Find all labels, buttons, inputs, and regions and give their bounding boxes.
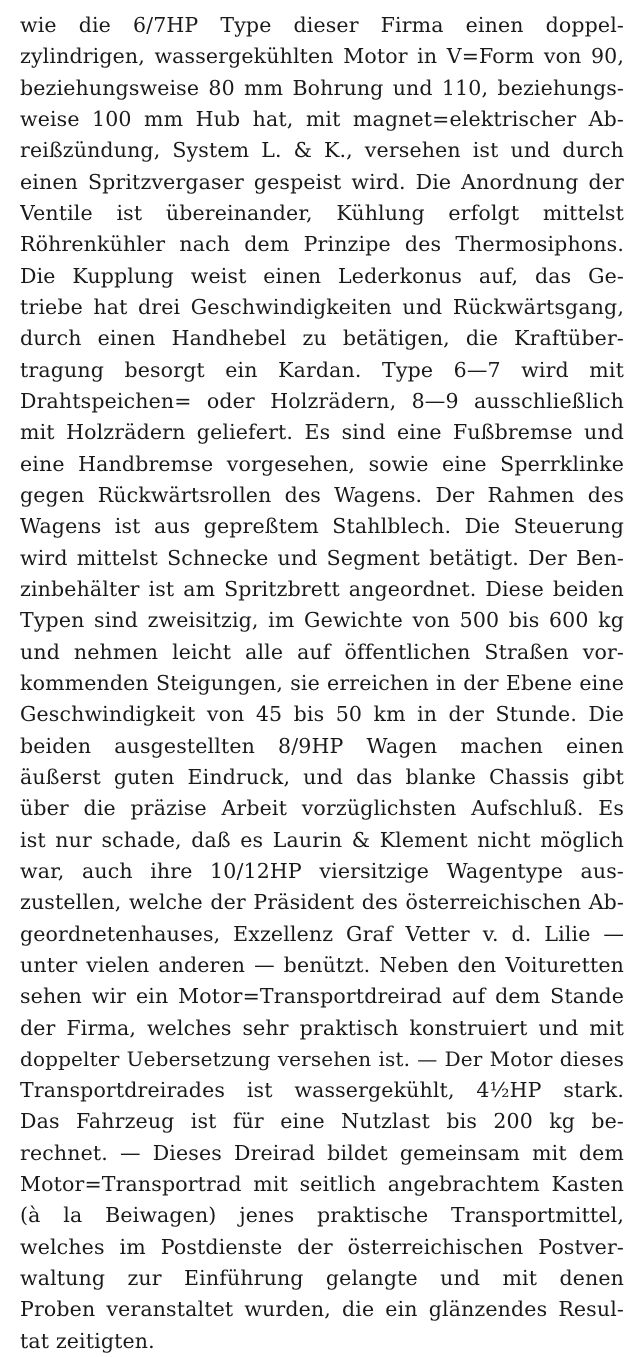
text-line: Typen sind zweisitzig, im Gewichte von 500 bis 600 kg [20,608,624,633]
text-line: einen Spritzvergaser gespeist wird. Die Anordnung der [20,169,624,194]
text-line: Motor=Transportrad mit seitlich angebrachtem Kasten [20,1172,624,1197]
text-line: tragung besorgt ein Kardan. Type 6—7 wird mit [20,357,624,382]
text-line: zylindrigen, wassergekühlten Motor in V=Form von 90, [20,44,624,69]
text-line: wird mittelst Schnecke und Segment betätigt. Der Ben- [20,545,624,570]
text-line: zustellen, welche der Präsident des österreichischen Ab- [20,890,624,915]
text-line: weise 100 mm Hub hat, mit magnet=elektrischer Ab- [20,106,624,131]
text-line: der Firma, welches sehr praktisch konstruiert und mit [20,1015,624,1040]
text-line: gegen Rückwärtsrollen des Wagens. Der Rahmen des [20,482,624,507]
text-line: beiden ausgestellten 8/9HP Wagen machen einen [20,733,624,758]
text-line: Transportdreirades ist wassergekühlt, 4½HP stark. [20,1078,624,1103]
text-line: mit Holzrädern geliefert. Es sind eine Fußbremse und [20,420,624,445]
text-line: kommenden Steigungen, sie erreichen in der Ebene eine [20,670,624,695]
text-line: reißzündung, System L. & K., versehen ist und durch [20,138,624,163]
text-line: Die Kupplung weist einen Lederkonus auf, das Ge- [20,263,624,288]
text-line: wie die 6/7HP Type dieser Firma einen doppel- [20,13,624,37]
text-line: geordnetenhauses, Exzellenz Graf Vetter v. d. Lilie — [20,921,624,946]
text-line: waltung zur Einführung gelangte und mit denen [20,1266,624,1291]
text-line: Das Fahrzeug ist für eine Nutzlast bis 200 kg be- [20,1109,624,1134]
text-line: zinbehälter ist am Spritzbrett angeordnet. Diese beiden [20,576,624,601]
text-line: Drahtspeichen= oder Holzrädern, 8—9 ausschließlich [20,388,624,413]
text-line: über die präzise Arbeit vorzüglichsten Aufschluß. Es [20,796,624,821]
text-line: tat zeitigten. [20,1328,155,1353]
text-line: sehen wir ein Motor=Transportdreirad auf dem Stande [20,984,624,1009]
body-text [20,10,624,1357]
text-line: äußerst guten Eindruck, und das blanke Chassis gibt [20,764,624,789]
text-line: Geschwindigkeit von 45 bis 50 km in der Stunde. Die [20,702,624,727]
text-line: doppelter Uebersetzung versehen ist. — Der Motor dieses [20,1046,624,1071]
text-line: war, auch ihre 10/12HP viersitzige Wagentype aus- [20,858,624,883]
text-line: ist nur schade, daß es Laurin & Klement nicht möglich [20,827,624,852]
text-line: rechnet. — Dieses Dreirad bildet gemeinsam mit dem [20,1140,624,1165]
text-line: durch einen Handhebel zu betätigen, die Kraftüber- [20,326,624,351]
text-line: und nehmen leicht alle auf öffentlichen Straßen vor- [20,639,624,664]
text-line: Röhrenkühler nach dem Prinzipe des Thermosiphons. [20,232,624,257]
text-line: Ventile ist übereinander, Kühlung erfolgt mittelst [20,200,624,225]
text-line: triebe hat drei Geschwindigkeiten und Rückwärtsgang, [20,294,624,319]
text-line: Proben veranstaltet wurden, die ein glänzendes Resul- [20,1297,624,1322]
text-line: Wagens ist aus gepreßtem Stahlblech. Die Steuerung [20,514,624,539]
text-line: (à la Beiwagen) jenes praktische Transportmittel, [20,1203,624,1228]
text-line: beziehungsweise 80 mm Bohrung und 110, beziehungs- [20,75,624,100]
text-line: unter vielen anderen — benützt. Neben den Voituretten [20,952,624,977]
text-line: eine Handbremse vorgesehen, sowie eine Sperrklinke [20,451,624,476]
text-line: welches im Postdienste der österreichischen Postver- [20,1234,624,1259]
